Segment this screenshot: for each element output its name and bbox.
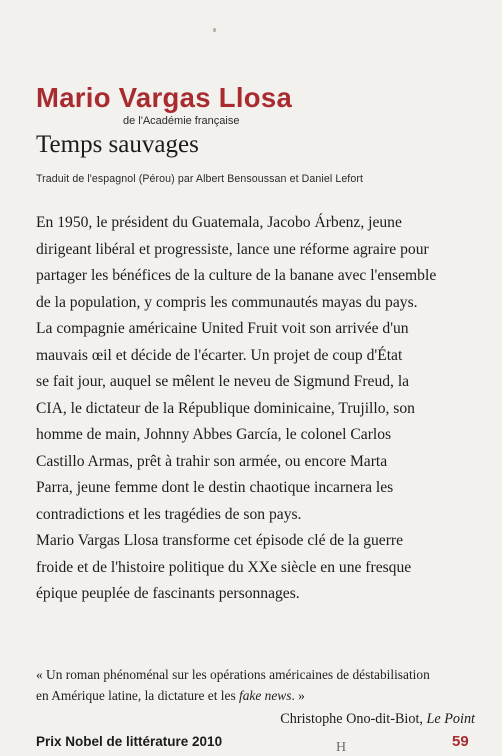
quote-text: en Amérique latine, la dictature et les xyxy=(36,688,240,703)
book-title: Temps sauvages xyxy=(36,131,199,158)
summary-line: La compagnie américaine United Fruit voit son arrivée d'un xyxy=(36,320,409,337)
summary-line: dirigeant libéral et progressiste, lance une réforme agraire pour xyxy=(36,240,429,258)
publisher-logo: H xyxy=(336,740,349,755)
summary-line: mauvais œil et décide de l'écarter. Un projet de coup d'État xyxy=(36,346,403,364)
nobel-prize-label: Prix Nobel de littérature 2010 xyxy=(36,734,223,749)
summary-line: Parra, jeune femme dont le destin chaotique incarnera les xyxy=(36,479,394,496)
summary-line: contradictions et les tragédies de son pays. xyxy=(36,505,302,523)
summary-line: En 1950, le président du Guatemala, Jacobo Árbenz, jeune xyxy=(36,214,402,231)
quote-line xyxy=(36,685,476,706)
quote-italic-text: fake news xyxy=(239,688,292,703)
summary-line: se fait jour, auquel se mêlent le neveu de Sigmund Freud, la xyxy=(36,373,410,390)
summary-line: homme de main, Johnny Abbes García, le colonel Carlos xyxy=(36,426,392,443)
translation-credit: Traduit de l'espagnol (Pérou) par Albert Bensoussan et Daniel Lefort xyxy=(36,173,364,185)
summary-line: épique peuplée de fascinants personnages. xyxy=(36,585,300,602)
summary-line: Castillo Armas, prêt à trahir son armée, ou encore Marta xyxy=(36,452,388,470)
price-label: 59 xyxy=(452,733,469,750)
summary-line: partager les bénéfices de la culture de la banane avec l'ensemble xyxy=(36,267,437,284)
summary-text xyxy=(36,210,476,608)
author-affiliation: de l'Académie française xyxy=(123,115,240,127)
quote-attribution xyxy=(280,711,475,728)
quote-line: « Un roman phénoménal sur les opérations américaines de déstabilisation xyxy=(36,667,430,682)
attribution-source: Le Point xyxy=(426,711,475,727)
author-name: Mario Vargas Llosa xyxy=(36,82,293,113)
press-quote xyxy=(36,664,476,706)
summary-line: CIA, le dictateur de la République dominicaine, Trujillo, son xyxy=(36,399,415,417)
summary-line: froide et de l'histoire politique du XXe siècle en une fresque xyxy=(36,558,412,576)
summary-line: de la population, y compris les communautés mayas du pays. xyxy=(36,293,418,311)
attribution-name: Christophe Ono-dit-Biot, xyxy=(280,711,427,727)
decorative-mark xyxy=(213,28,216,32)
summary-line: Mario Vargas Llosa transforme cet épisode clé de la guerre xyxy=(36,532,404,549)
quote-text: . » xyxy=(291,688,305,703)
